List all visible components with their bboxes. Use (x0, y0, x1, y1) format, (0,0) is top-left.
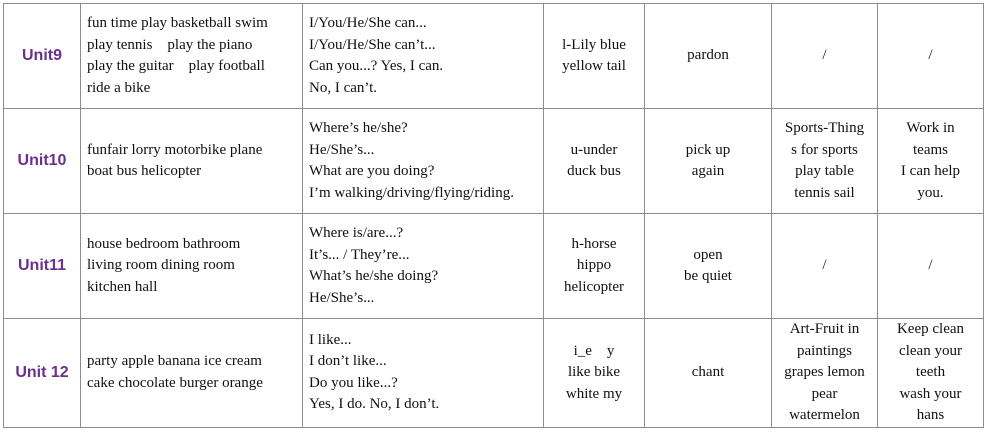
sentences-cell (303, 4, 544, 109)
sentences-line: Where is/are...? (309, 225, 404, 241)
expressions-line: be quiet (684, 268, 732, 284)
unit-label: Unit 12 (15, 364, 69, 381)
sentences-cell (303, 214, 544, 319)
phonics-cell (544, 214, 645, 319)
table-row-2 (4, 109, 984, 214)
values-line: I can help (900, 163, 961, 179)
unit-label: Unit10 (17, 152, 67, 170)
sentences-line: He/She’s... (309, 289, 375, 306)
unit-label: Unit9 (22, 47, 62, 65)
expressions-line: pardon (687, 47, 729, 64)
unit-cell (4, 319, 81, 428)
phonics-line: i_e y (573, 342, 615, 359)
values-cell (878, 4, 984, 109)
extension-line: / (822, 257, 827, 274)
phonics-line: white my (565, 385, 623, 402)
words-line: fun time play basketball swim (87, 15, 268, 31)
extension-line: tennis sail (794, 184, 855, 201)
extension-cell (772, 319, 878, 428)
sentences-cell (303, 109, 544, 214)
expressions-cell (645, 109, 772, 214)
words-line: play the guitar play football (87, 58, 265, 74)
words-line: house bedroom bathroom (87, 235, 241, 252)
unit-cell (4, 109, 81, 214)
words-cell (81, 4, 303, 109)
words-line: cake chocolate burger orange (87, 374, 263, 391)
sentences-line: Yes, I do. No, I don’t. (309, 396, 440, 413)
extension-cell (772, 109, 878, 214)
words-line: kitchen hall (87, 278, 158, 295)
values-cell (878, 319, 984, 428)
values-line: Keep clean (896, 321, 965, 337)
sentences-line: What’s he/she doing? (309, 268, 439, 284)
expressions-cell (645, 319, 772, 428)
values-line: / (928, 257, 933, 274)
expressions-line: open (693, 246, 723, 263)
words-line: living room dining room (87, 257, 235, 274)
sentences-line: I/You/He/She can... (309, 15, 427, 31)
table-row-4 (4, 319, 984, 428)
extension-line: Art-Fruit in (789, 321, 860, 337)
sentences-line: Can you...? Yes, I can. (309, 58, 444, 74)
phonics-line: like bike (567, 364, 621, 380)
phonics-line: duck bus (567, 163, 621, 179)
expressions-cell (645, 4, 772, 109)
extension-line: play table (795, 163, 854, 179)
unit-cell (4, 4, 81, 109)
values-cell (878, 109, 984, 214)
extension-cell (772, 214, 878, 319)
sentences-line: It’s... / They’re... (309, 246, 410, 263)
table-row-3 (4, 214, 984, 319)
phonics-cell (544, 109, 645, 214)
values-line: you. (917, 184, 944, 201)
values-line: clean your (899, 342, 962, 359)
values-line: Work in (906, 120, 955, 136)
sentences-line: Where’s he/she? (309, 120, 408, 136)
words-cell (81, 214, 303, 319)
extension-cell (772, 4, 878, 109)
values-line: teeth (915, 364, 946, 380)
values-line: teams (913, 141, 948, 158)
words-line: play tennis play the piano (87, 36, 253, 53)
words-cell (81, 109, 303, 214)
sentences-line: He/She’s... (309, 141, 375, 158)
sentences-line: Do you like...? (309, 374, 398, 391)
extension-line: watermelon (789, 407, 860, 423)
words-cell (81, 319, 303, 428)
values-line: wash your (899, 385, 962, 402)
curriculum-table (3, 3, 984, 428)
sentences-line: I don’t like... (309, 353, 387, 370)
phonics-line: yellow tail (562, 58, 626, 74)
extension-line: pear (811, 385, 838, 402)
extension-line: s for sports (791, 141, 858, 158)
words-line: funfair lorry motorbike plane (87, 141, 263, 158)
words-line: party apple banana ice cream (87, 353, 262, 370)
unit-cell (4, 214, 81, 319)
words-line: ride a bike (87, 79, 151, 96)
sentences-line: What are you doing? (309, 163, 435, 179)
extension-line: / (822, 47, 827, 64)
sentences-line: I’m walking/driving/flying/riding. (309, 184, 514, 201)
expressions-line: chant (691, 364, 725, 380)
sentences-line: I/You/He/She can’t... (309, 36, 436, 53)
values-line: hans (916, 407, 945, 423)
values-cell (878, 214, 984, 319)
phonics-cell (544, 319, 645, 428)
values-line: / (928, 47, 933, 64)
extension-line: grapes lemon (784, 364, 865, 380)
sentences-line: No, I can’t. (309, 79, 378, 96)
table-body (4, 4, 984, 428)
extension-line: Sports-Thing (784, 120, 865, 136)
table-row-1 (4, 4, 984, 109)
words-line: boat bus helicopter (87, 163, 202, 179)
phonics-cell (544, 4, 645, 109)
phonics-line: u-under (570, 141, 618, 158)
unit-label: Unit11 (17, 257, 66, 275)
expressions-cell (645, 214, 772, 319)
phonics-line: hippo (576, 257, 612, 274)
phonics-line: helicopter (564, 278, 624, 295)
phonics-line: l-Lily blue (562, 36, 626, 53)
extension-line: paintings (797, 342, 852, 359)
phonics-line: h-horse (571, 235, 617, 252)
sentences-cell (303, 319, 544, 428)
expressions-line: pick up (685, 141, 731, 158)
sentences-line: I like... (309, 331, 352, 348)
expressions-line: again (691, 163, 725, 179)
